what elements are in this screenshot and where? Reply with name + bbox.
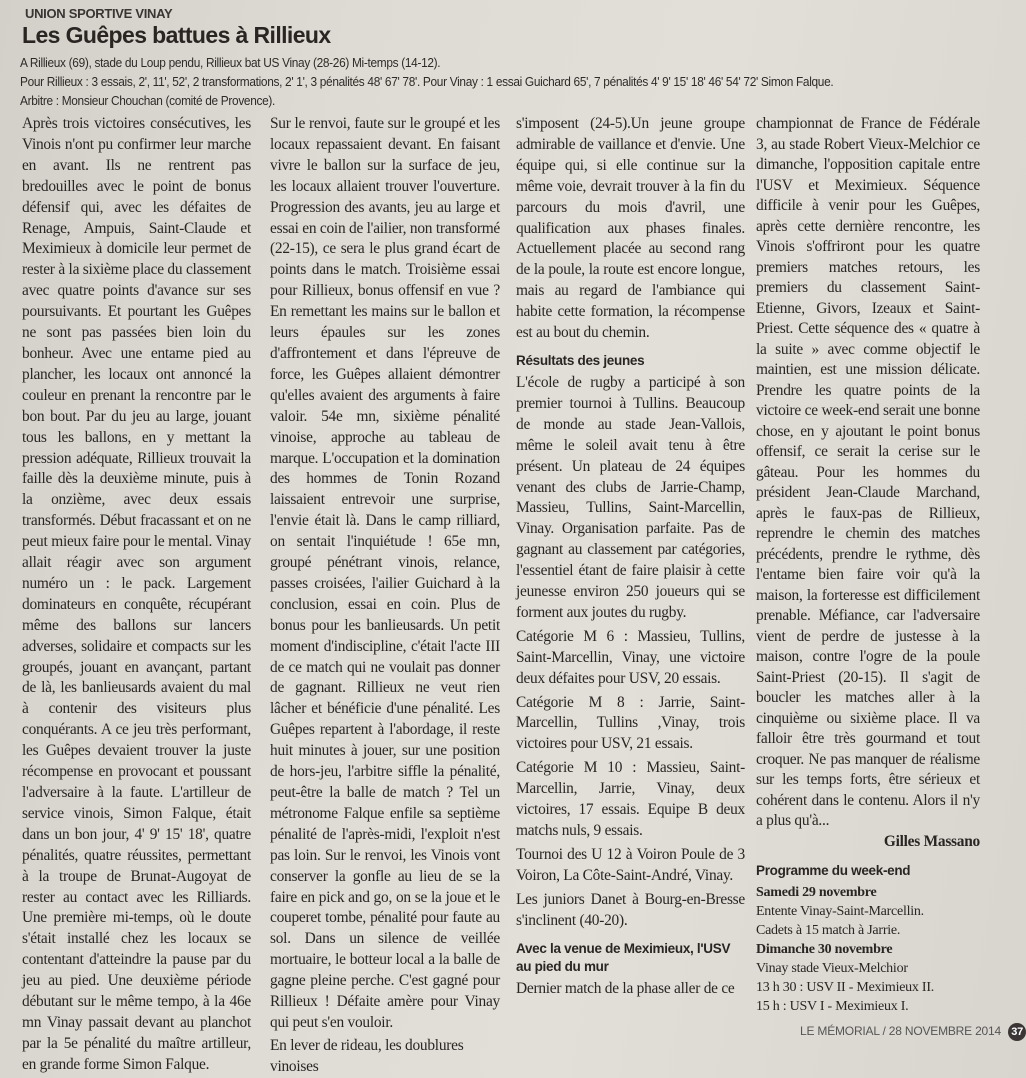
publication-date: LE MÉMORIAL / 28 NOVEMBRE 2014 — [800, 1024, 1001, 1038]
author-signature: Gilles Massano — [883, 832, 980, 850]
article-body — [0, 114, 1024, 1078]
program-item: Entente Vinay-Saint-Marcellin. — [756, 904, 924, 919]
page-number: 37 — [1008, 1023, 1026, 1041]
paragraph: Catégorie M 10 : Massieu, Saint-Marcellin, Jarrie, Vinay, deux victoires, 17 essais. Equipe B deux matchs nuls, 9 essais. — [516, 759, 745, 839]
program-item: Cadets à 15 match à Jarrie. — [756, 923, 901, 938]
article-title: Les Guêpes battues à Rillieux — [22, 22, 331, 48]
program-item: 13 h 30 : USV II - Meximieux II. — [756, 980, 934, 995]
paragraph: Catégorie M 6 : Massieu, Tullins, Saint-Marcellin, Vinay, une victoire deux défaites pour USV, 20 essais. — [516, 627, 745, 687]
paragraph: Tournoi des U 12 à Voiron Poule de 3 Voiron, La Côte-Saint-André, Vinay. — [516, 845, 745, 884]
paragraph: Les juniors Danet à Bourg-en-Bresse s'inclinent (40-20). — [516, 890, 745, 929]
program-item: 15 h : USV I - Meximieux I. — [756, 999, 909, 1014]
program-day: Dimanche 30 novembre — [756, 942, 893, 957]
article-column-3 — [516, 114, 745, 999]
paragraph: Dernier match de la phase aller de ce — [516, 979, 735, 997]
section-kicker: UNION SPORTIVE VINAY — [25, 6, 173, 21]
paragraph: championnat de France de Fédérale 3, au stade Robert Vieux-Melchior ce dimanche, l'opposition capitale entre l'USV et Meximieux. Séquence difficile à venir pour les Guêpes, après cette dernière rencontre, les Vinois s'offriront pour les quatre premiers matches retours, les premiers du classement Saint-Etienne, Givors, Izeaux et Saint-Priest. Cette séquence des « quatre à la suite » avec comme objectif le maintien, est une mission délicate. Prendre les quatre points de la victoire ce week-end serait une bonne chose, en y ajoutant le point bonus offensif, ce serait la cerise sur le gâteau. Pour les hommes du président Jean-Claude Marchand, après le faux-pas de Rillieux, reprendre le chemin des matches précédents, prendre le rythme, dès l'entame bien faire voir qu'à la maison, la forteresse est difficilement prenable. Méfiance, car l'adversaire vient de perdre de justesse à la maison, contre l'ogre de la poule Saint-Priest (20-15). Il s'agit de boucler les matches aller à la cinquième ou sixième place. Il va falloir être très gourmand et tout croquer. Ne pas manquer de réalisme sur les temps forts, être sérieux et cohérent dans le contenu. Alors il n'y a plus qu'à... — [756, 115, 980, 829]
program-day: Samedi 29 novembre — [756, 885, 877, 900]
match-info-line: Pour Rillieux : 3 essais, 2', 11', 52', 2 transformations, 2' 1', 3 pénalités 48' 67' 78'. Pour Vinay : 1 essai Guichard 65', 7 pénalités 4' 9' 15' 18' 46' 54' 72' Simon Falque. — [20, 74, 834, 89]
program-item: Vinay stade Vieux-Melchior — [756, 961, 908, 976]
subheading-meximieux: Avec la venue de Meximieux, l'USV au pied du mur — [516, 940, 731, 974]
paragraph: s'imposent (24-5).Un jeune groupe admirable de vaillance et d'envie. Une équipe qui, si elle continue sur la même voie, devrait trouver à la fin du parcours du mois d'avril, une qualification aux phases finales. Actuellement placée au second rang de la poule, la route est encore longue, mais au regard de l'ambiance qui habite cette formation, la récompense est au bout du chemin. — [516, 115, 745, 342]
paragraph: Catégorie M 8 : Jarrie, Saint-Marcellin, Tullins ,Vinay, trois victoires pour USV, 21 essais. — [516, 693, 745, 753]
subheading-program: Programme du week-end — [756, 863, 911, 878]
paragraph: En lever de rideau, les doublures vinoises — [270, 1036, 464, 1075]
article-column-1 — [22, 114, 251, 1076]
paragraph: L'école de rugby a participé à son premier tournoi à Tullins. Beaucoup de monde au stade Jean-Vallois, même le soleil avait tenu à être présent. Un plateau de 24 équipes venant des clubs de Jarrie-Champ, Massieu, Tullins, Saint-Marcellin, Vinay. Organisation parfaite. Pas de gagnant au classement par catégories, l'essentiel étant de faire plaisir à cette jeunesse environ 250 joueurs qui se forment aux joutes du rugby. — [516, 373, 745, 621]
weekend-program — [756, 883, 980, 1016]
paragraph: Sur le renvoi, faute sur le groupé et les locaux repassaient devant. En faisant vivre le ballon sur la surface de jeu, les locaux allaient trouver l'ouverture. Progression des avants, jeu au large et essai en coin de l'ailier, non transformé (22-15), ce sera le plus grand écart de points dans le match. Troisième essai pour Rillieux, bonus offensif en vue ? En remettant les mains sur le ballon et leurs épaules sur les zones d'affrontement et dans l'épreuve de force, les Guêpes allaient démontrer qu'elles avaient des arguments à faire valoir. 54e mn, sixième pénalité vinoise, approche au tableau de marque. L'occupation et la domination des hommes de Tonin Rozand laissaient entrevoir une surprise, l'envie était là. Dans le camp rilliard, on sentait l'inquiétude ! 65e mn, groupé pénétrant vinois, relance, passes croisées, l'ailier Guichard à la conclusion, essai en coin. Plus de bonus pour les banlieusards. Un petit moment d'indiscipline, c'était l'acte III de ce match qui ne voulait pas donner de gagnant. Rillieux ne veut rien lâcher et bénéficie d'une pénalité. Les Guêpes repartent à l'abordage, il reste huit minutes à jouer, sur une position de hors-jeu, l'arbitre siffle la pénalité, peut-être la balle de match ? Tel un métronome Falque enfile sa septième pénalité de l'après-midi, l'exploit n'est pas loin. Sur le renvoi, les Vinois vont conserver la gonfle au lieu de se la faire en pick and go, on se la joue et le couperet tombe, pénalité pour faute au sol. Dans un silence de veillée mortuaire, le botteur local a la balle de gagne pleine perche. C'est gagné pour Rillieux ! Défaite amère pour Vinay qui peut s'en vouloir. — [270, 115, 500, 1031]
article-column-2 — [270, 114, 500, 1078]
paragraph: Après trois victoires consécutives, les Vinois n'ont pu confirmer leur marche en avant. Ils ne rentrent pas bredouilles avec le point de bonus défensif qui, avec les défaites de Renage, Ampuis, Saint-Claude et Meximieux à domicile leur permet de rester à la sixième place du classement avec quatre points d'avance sur ses poursuivants. Et pourtant les Guêpes ne sont pas passées bien loin du bonheur. Avec une entame pied au plancher, les locaux ont annoncé la couleur en prenant la rencontre par le bon bout. Par du jeu au large, jouant tous les ballons, en y mettant la pression adéquate, Rillieux trouvait la faille dès la deuxième minute, puis à la onzième, avec deux essais transformés. Début fracassant et on ne peut mieux faire pour le mental. Vinay allait réagir avec son argument numéro un : le pack. Largement dominateurs en conquête, récupérant même des ballons sur lancers adverses, solidaire et compacts sur les groupés, jouant en avançant, partant de là, les banlieusards avaient du mal à contenir des visiteurs plus conquérants. A ce jeu très performant, les Guêpes devaient trouver la juste récompense en provocant et poussant l'adversaire à la faute. L'artilleur de service vinois, Simon Falque, était dans un bon jour, 4' 9' 15' 18', quatre pénalités, quatre réussites, permettant à la troupe de Brunat-Augoyat de rester au contact avec les Rilliards. Une première mi-temps, où le doute s'était installé chez les locaux se contentant d'atteindre la pause par du jeu au pied. Une deuxième période débutant sur le même tempo, à la 46e mn Vinay passait devant au planchot par la 5e pénalité du maître artilleur, en grande forme Simon Falque. — [22, 115, 251, 1073]
match-info-line: A Rillieux (69), stade du Loup pendu, Rillieux bat US Vinay (28-26) Mi-temps (14-12). — [20, 55, 441, 70]
match-info-line: Arbitre : Monsieur Chouchan (comité de Provence). — [20, 93, 276, 108]
subheading-youth-results: Résultats des jeunes — [516, 352, 645, 368]
article-column-4 — [756, 114, 1024, 1041]
article-header — [22, 0, 982, 110]
page-footer — [800, 1022, 1024, 1041]
